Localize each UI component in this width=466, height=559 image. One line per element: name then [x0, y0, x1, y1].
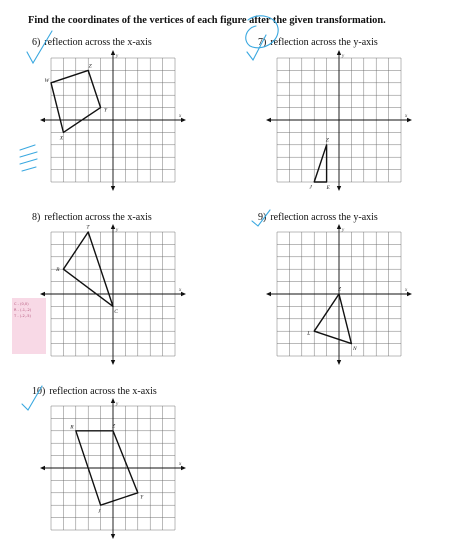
- problem-10-number: 10): [32, 386, 46, 397]
- y-axis-label: y: [116, 54, 119, 59]
- sticky-note-line-3: T - (-2,-5): [14, 314, 31, 318]
- y-axis-arrow-bottom: [337, 186, 341, 191]
- x-axis-arrow-left: [40, 466, 45, 470]
- figure-polygon: [314, 145, 326, 182]
- y-axis-label: y: [342, 54, 345, 59]
- vertex-label-e: E: [326, 185, 330, 192]
- x-axis-arrow-right: [181, 118, 186, 122]
- vertex-label-z: Z: [325, 137, 329, 144]
- x-axis-arrow-left: [40, 292, 45, 296]
- vertex-label-c: C: [114, 308, 118, 315]
- vertex-label-r: R: [56, 267, 60, 274]
- y-axis-label: y: [342, 228, 345, 233]
- x-axis-arrow-right: [181, 292, 186, 296]
- x-axis-label: x: [179, 462, 182, 467]
- problem-7-label: [258, 37, 378, 48]
- x-axis-arrow-left: [266, 118, 271, 122]
- vertex-label-y: Y: [103, 107, 108, 114]
- vertex-label-x: X: [59, 135, 64, 142]
- y-axis-arrow-top: [337, 50, 341, 55]
- vertex-label-l: L: [307, 331, 311, 338]
- y-axis-arrow-top: [111, 224, 115, 229]
- x-axis-arrow-right: [407, 292, 412, 296]
- y-axis-arrow-bottom: [337, 360, 341, 365]
- y-axis-label: y: [116, 402, 119, 407]
- x-axis-arrow-right: [181, 466, 186, 470]
- problem-6-label: [32, 37, 152, 48]
- sticky-note-line-1: C - (0,0): [14, 302, 29, 306]
- y-axis-arrow-top: [111, 398, 115, 403]
- y-axis-arrow-bottom: [111, 360, 115, 365]
- graph-problem-10: [40, 396, 200, 544]
- y-axis-arrow-top: [337, 224, 341, 229]
- vertex-label-z: Z: [337, 286, 342, 293]
- sticky-note: [12, 298, 46, 354]
- problem-8-instruction: reflection across the x-axis: [44, 212, 152, 223]
- vertex-label-j: J: [97, 508, 101, 515]
- x-axis-label: x: [405, 114, 408, 119]
- graph-problem-7: [266, 48, 426, 196]
- sticky-note-line-2: R - (-1,-2): [14, 308, 32, 312]
- vertex-label-n: N: [353, 345, 357, 352]
- y-axis-arrow-bottom: [111, 186, 115, 191]
- vertex-label-j: J: [309, 184, 312, 191]
- vertex-label-y: Y: [140, 494, 144, 501]
- vertex-label-r: R: [70, 424, 74, 431]
- x-axis-label: x: [179, 114, 182, 119]
- tally-scribble: [20, 145, 37, 171]
- vertex-label-z: Z: [112, 423, 116, 430]
- problem-6-number: 6): [32, 37, 41, 48]
- problem-7-number: 7): [258, 37, 267, 48]
- x-axis-arrow-left: [40, 118, 45, 122]
- problem-6-instruction: reflection across the x-axis: [44, 37, 152, 48]
- problem-9-number: 9): [258, 212, 267, 223]
- graph-problem-9: [266, 222, 426, 370]
- problem-9-instruction: reflection across the y-axis: [270, 212, 378, 223]
- y-axis-arrow-bottom: [111, 534, 115, 539]
- problem-8-number: 8): [32, 212, 41, 223]
- y-axis-arrow-top: [111, 50, 115, 55]
- vertex-label-z: Z: [88, 63, 92, 70]
- graph-problem-8: [40, 222, 200, 370]
- graph-problem-6: [40, 48, 200, 196]
- worksheet-title: Find the coordinates of the vertices of each figure after the given transformation.: [28, 15, 386, 26]
- x-axis-label: x: [179, 288, 182, 293]
- vertex-label-t: T: [86, 224, 90, 231]
- problem-7-instruction: reflection across the y-axis: [270, 37, 378, 48]
- problem-10-instruction: reflection across the x-axis: [49, 386, 157, 397]
- x-axis-label: x: [405, 288, 408, 293]
- vertex-label-w: W: [44, 77, 50, 84]
- x-axis-arrow-left: [266, 292, 271, 296]
- y-axis-label: y: [116, 228, 119, 233]
- x-axis-arrow-right: [407, 118, 412, 122]
